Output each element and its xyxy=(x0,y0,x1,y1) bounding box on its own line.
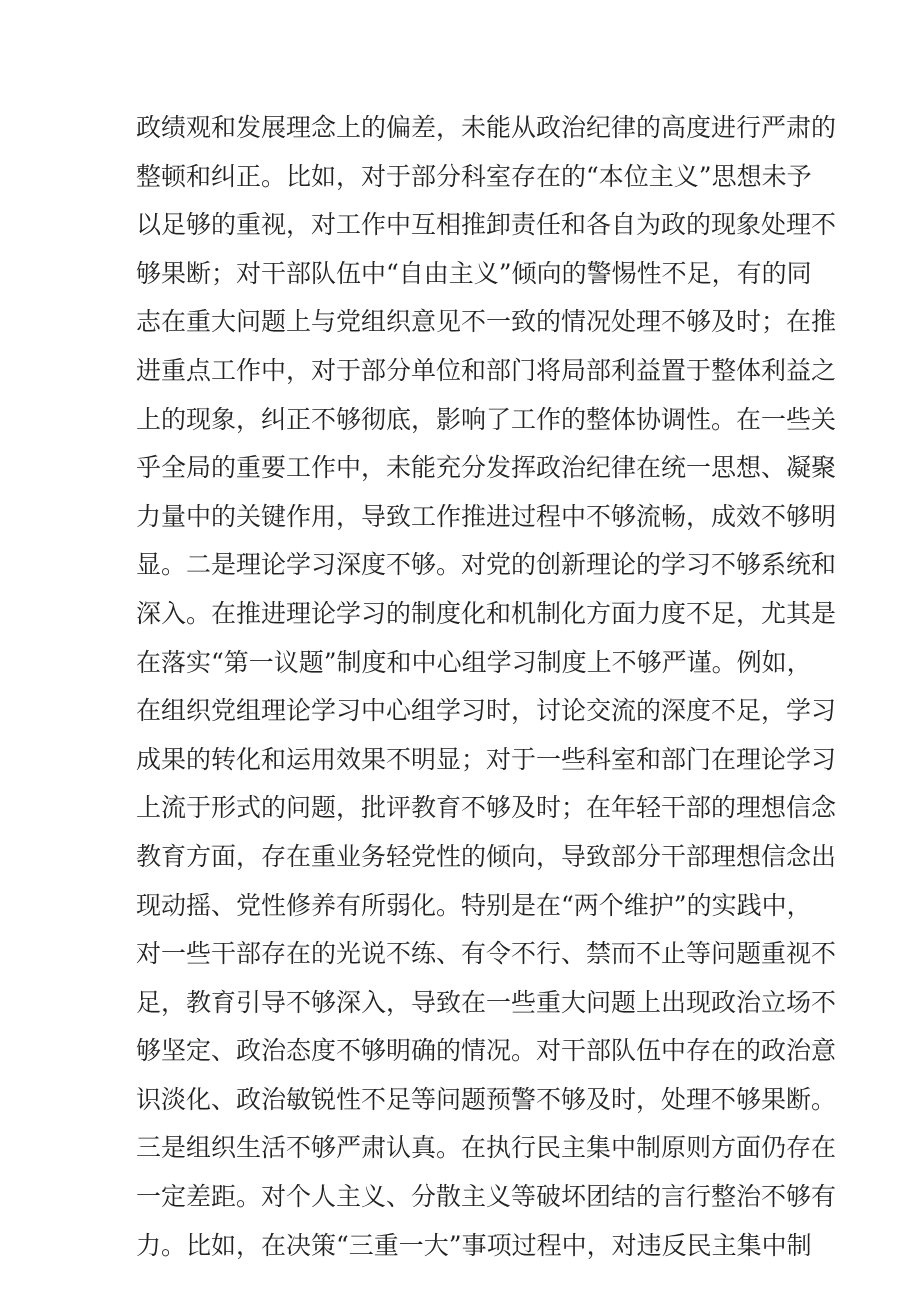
text-line: 足，教育引导不够深入，导致在一些重大问题上出现政治立场不 xyxy=(136,987,837,1017)
text-line: 进重点工作中，对于部分单位和部门将局部利益置于整体利益之 xyxy=(136,355,837,385)
text-line: 教育方面，存在重业务轻党性的倾向，导致部分干部理想信念出 xyxy=(136,841,837,871)
text-line: 成果的转化和运用效果不明显；对于一些科室和部门在理论学习 xyxy=(136,744,837,774)
text-line: 志在重大问题上与党组织意见不一致的情况处理不够及时；在推 xyxy=(136,307,837,337)
text-line: 上流于形式的问题，批评教育不够及时；在年轻干部的理想信念 xyxy=(136,793,837,823)
text-line: 识淡化、政治敏锐性不足等问题预警不够及时，处理不够果断。 xyxy=(136,1084,837,1114)
text-line: 够坚定、政治态度不够明确的情况。对干部队伍中存在的政治意 xyxy=(136,1036,837,1066)
text-line: 上的现象，纠正不够彻底，影响了工作的整体协调性。在一些关 xyxy=(136,404,837,434)
text-line: 够果断；对干部队伍中“自由主义”倾向的警惕性不足，有的同 xyxy=(136,258,812,288)
body-paragraph xyxy=(136,104,837,1270)
text-line: 力。比如，在决策“三重一大”事项过程中，对违反民主集中制 xyxy=(136,1230,812,1260)
text-line: 整顿和纠正。比如，对于部分科室存在的“本位主义”思想未予 xyxy=(136,161,812,191)
text-line: 一定差距。对个人主义、分散主义等破坏团结的言行整治不够有 xyxy=(136,1182,837,1212)
text-line: 深入。在推进理论学习的制度化和机制化方面力度不足，尤其是 xyxy=(136,598,837,628)
text-line: 力量中的关键作用，导致工作推进过程中不够流畅，成效不够明 xyxy=(136,501,837,531)
text-line: 在组织党组理论学习中心组学习时，讨论交流的深度不足，学习 xyxy=(136,696,837,726)
text-line: 对一些干部存在的光说不练、有令不行、禁而不止等问题重视不 xyxy=(136,939,837,969)
text-line: 以足够的重视，对工作中互相推卸责任和各自为政的现象处理不 xyxy=(136,210,837,240)
text-line: 乎全局的重要工作中，未能充分发挥政治纪律在统一思想、凝聚 xyxy=(136,453,837,483)
text-line: 三是组织生活不够严肃认真。在执行民主集中制原则方面仍存在 xyxy=(136,1133,837,1163)
text-line: 现动摇、党性修养有所弱化。特别是在“两个维护”的实践中， xyxy=(136,890,812,920)
text-line: 在落实“第一议题”制度和中心组学习制度上不够严谨。例如， xyxy=(136,647,812,677)
text-line: 政绩观和发展理念上的偏差，未能从政治纪律的高度进行严肃的 xyxy=(136,113,837,142)
text-line: 显。二是理论学习深度不够。对党的创新理论的学习不够系统和 xyxy=(136,550,837,580)
